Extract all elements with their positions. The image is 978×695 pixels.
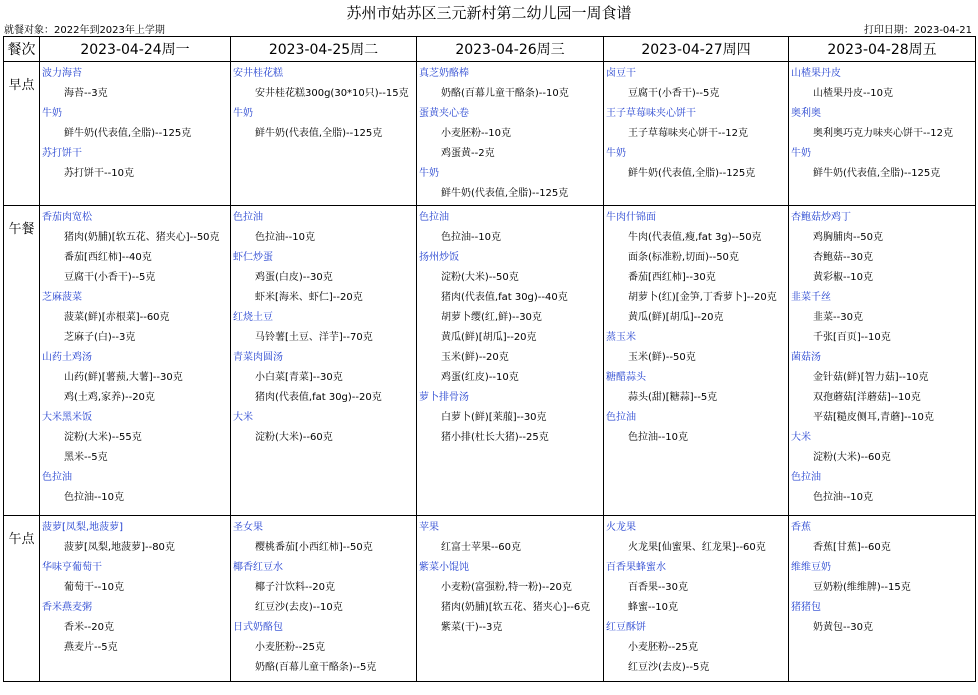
ingredient-line: 豆腐干(小香干)--5克 xyxy=(64,272,156,283)
ingredient-line: 香蕉[甘蕉]--60克 xyxy=(813,542,891,553)
menu-cell xyxy=(231,206,417,516)
ingredient-line: 百香果--30克 xyxy=(628,582,688,593)
ingredient-line: 奶黄包--30克 xyxy=(813,622,873,633)
day-header-thu: 2023-04-27周四 xyxy=(604,37,789,62)
dish-name: 奥利奥 xyxy=(791,108,821,119)
ingredient-line: 色拉油--10克 xyxy=(813,492,873,503)
dish-name: 牛肉什锦面 xyxy=(606,212,656,223)
ingredient-line: 小麦粉(富强粉,特一粉)--20克 xyxy=(441,582,572,593)
ingredient-line: 鸡蛋黄--2克 xyxy=(441,148,495,159)
menu-cell xyxy=(789,516,976,682)
ingredient-line: 鸡(土鸡,家养)--20克 xyxy=(64,392,155,403)
dish-name: 卤豆干 xyxy=(606,68,636,79)
meal-row xyxy=(4,206,976,516)
ingredient-line: 黄瓜(鲜)[胡瓜]--20克 xyxy=(441,332,537,343)
dish-name: 真芝奶酪棒 xyxy=(419,68,469,79)
dish-name: 椰香红豆水 xyxy=(233,562,283,573)
print-date: 打印日期：2023-04-21 xyxy=(863,25,972,36)
ingredient-line: 色拉油--10克 xyxy=(628,432,688,443)
dish-name: 安井桂花糕 xyxy=(233,68,283,79)
dish-name: 紫菜小馄饨 xyxy=(419,562,469,573)
ingredient-line: 淀粉(大米)--50克 xyxy=(441,272,519,283)
ingredient-line: 红豆沙(去皮)--10克 xyxy=(255,602,343,613)
ingredient-line: 杏鲍菇--30克 xyxy=(813,252,873,263)
ingredient-line: 椰子汁饮料--20克 xyxy=(255,582,335,593)
dish-name: 山楂果丹皮 xyxy=(791,68,841,79)
dish-name: 苏打饼干 xyxy=(42,148,82,159)
dish-name: 杏鲍菇炒鸡丁 xyxy=(791,212,851,223)
dish-name: 王子草莓味夹心饼干 xyxy=(606,108,696,119)
dish-name: 大米 xyxy=(791,432,811,443)
ingredient-line: 平菇[糙皮侧耳,青蘑]--10克 xyxy=(813,412,934,423)
dish-name: 色拉油 xyxy=(419,212,449,223)
ingredient-line: 鸡蛋(白皮)--30克 xyxy=(255,272,333,283)
dish-name: 波力海苔 xyxy=(42,68,82,79)
ingredient-line: 红豆沙(去皮)--5克 xyxy=(628,662,710,673)
ingredient-line: 奶酪(百幕儿童干酪条)--10克 xyxy=(441,88,569,99)
ingredient-line: 千张[百页]--10克 xyxy=(813,332,891,343)
ingredient-line: 山楂果丹皮--10克 xyxy=(813,88,893,99)
dish-name: 火龙果 xyxy=(606,522,636,533)
ingredient-line: 黑米--5克 xyxy=(64,452,108,463)
day-header-wed: 2023-04-26周三 xyxy=(417,37,604,62)
ingredient-line: 蒜头(甜)[糖蒜]--5克 xyxy=(628,392,718,403)
day-header-tue: 2023-04-25周二 xyxy=(231,37,417,62)
ingredient-line: 虾米[海米、虾仁]--20克 xyxy=(255,292,363,303)
ingredient-line: 鲜牛奶(代表值,全脂)--125克 xyxy=(813,168,941,179)
dish-name: 虾仁炒蛋 xyxy=(233,252,273,263)
menu-cell xyxy=(417,206,604,516)
ingredient-line: 紫菜(干)--3克 xyxy=(441,622,503,633)
ingredient-line: 豆奶粉(维维牌)--15克 xyxy=(813,582,911,593)
ingredient-line: 淀粉(大米)--60克 xyxy=(813,452,891,463)
dish-name: 猪猪包 xyxy=(791,602,821,613)
ingredient-line: 豆腐干(小香干)--5克 xyxy=(628,88,720,99)
header-row xyxy=(4,37,976,62)
ingredient-line: 马铃薯[土豆、洋芋]--70克 xyxy=(255,332,373,343)
ingredient-line: 鲜牛奶(代表值,全脂)--125克 xyxy=(255,128,383,139)
meal-label: 早点 xyxy=(4,62,40,206)
ingredient-line: 鸡蛋(红皮)--10克 xyxy=(441,372,519,383)
dish-name: 扬州炒饭 xyxy=(419,252,459,263)
dish-name: 香茄肉宽松 xyxy=(42,212,92,223)
dish-name: 苹果 xyxy=(419,522,439,533)
dish-name: 青菜肉圆汤 xyxy=(233,352,283,363)
ingredient-line: 色拉油--10克 xyxy=(441,232,501,243)
meal-row xyxy=(4,62,976,206)
dish-name: 菌菇汤 xyxy=(791,352,821,363)
ingredient-line: 小白菜[青菜]--30克 xyxy=(255,372,343,383)
ingredient-line: 面条(标准粉,切面)--50克 xyxy=(628,252,739,263)
ingredient-line: 玉米(鲜)--50克 xyxy=(628,352,696,363)
ingredient-line: 红富士苹果--60克 xyxy=(441,542,521,553)
dish-name: 香米燕麦粥 xyxy=(42,602,92,613)
ingredient-line: 小麦胚粉--10克 xyxy=(441,128,511,139)
dish-name: 菠萝[凤梨,地菠萝] xyxy=(42,522,123,533)
dish-name: 日式奶酪包 xyxy=(233,622,283,633)
ingredient-line: 鲜牛奶(代表值,全脂)--125克 xyxy=(64,128,192,139)
page-title: 苏州市姑苏区三元新村第二幼儿园一周食谱 xyxy=(346,4,632,22)
menu-cell xyxy=(231,516,417,682)
dish-name: 红烧土豆 xyxy=(233,312,273,323)
menu-cell xyxy=(789,62,976,206)
meal-label: 午餐 xyxy=(4,206,40,516)
ingredient-line: 安井桂花糕300g(30*10只)--15克 xyxy=(255,88,409,99)
dish-name: 牛奶 xyxy=(233,108,253,119)
ingredient-line: 金针菇(鲜)[智力菇]--10克 xyxy=(813,372,929,383)
ingredient-line: 鲜牛奶(代表值,全脂)--125克 xyxy=(628,168,756,179)
dish-name: 维维豆奶 xyxy=(791,562,831,573)
dish-name: 牛奶 xyxy=(419,168,439,179)
dish-name: 华味亨葡萄干 xyxy=(42,562,102,573)
ingredient-line: 胡萝卜缨(红,鲜)--30克 xyxy=(441,312,542,323)
dish-name: 牛奶 xyxy=(42,108,62,119)
dish-name: 牛奶 xyxy=(606,148,626,159)
ingredient-line: 色拉油--10克 xyxy=(255,232,315,243)
ingredient-line: 火龙果[仙蜜果、红龙果]--60克 xyxy=(628,542,766,553)
dish-name: 山药土鸡汤 xyxy=(42,352,92,363)
menu-cell xyxy=(604,516,789,682)
ingredient-line: 色拉油--10克 xyxy=(64,492,124,503)
day-header-mon: 2023-04-24周一 xyxy=(40,37,231,62)
ingredient-line: 白萝卜(鲜)[莱菔]--30克 xyxy=(441,412,547,423)
ingredient-line: 韭菜--30克 xyxy=(813,312,863,323)
ingredient-line: 番茄[西红柿]--30克 xyxy=(628,272,716,283)
dish-name: 糖醋蒜头 xyxy=(606,372,646,383)
menu-cell xyxy=(417,516,604,682)
ingredient-line: 鲜牛奶(代表值,全脂)--125克 xyxy=(441,188,569,199)
audience-label: 就餐对象：2022年到2023年上学期 xyxy=(4,25,165,36)
ingredient-line: 番茄[西红柿]--40克 xyxy=(64,252,152,263)
corner-header: 餐次 xyxy=(4,37,40,62)
ingredient-line: 香米--20克 xyxy=(64,622,114,633)
ingredient-line: 菠菜(鲜)[赤根菜]--60克 xyxy=(64,312,170,323)
ingredient-line: 黄彩椒--10克 xyxy=(813,272,873,283)
dish-name: 红豆酥饼 xyxy=(606,622,646,633)
ingredient-line: 猪肉(代表值,fat 30g)--40克 xyxy=(441,292,568,303)
ingredient-line: 菠萝[凤梨,地菠萝]--80克 xyxy=(64,542,175,553)
dish-name: 百香果蜂蜜水 xyxy=(606,562,666,573)
ingredient-line: 淀粉(大米)--60克 xyxy=(255,432,333,443)
ingredient-line: 猪肉(代表值,fat 30g)--20克 xyxy=(255,392,382,403)
dish-name: 蛋黄夹心卷 xyxy=(419,108,469,119)
ingredient-line: 樱桃番茄[小西红柿]--50克 xyxy=(255,542,373,553)
menu-cell xyxy=(604,206,789,516)
dish-name: 色拉油 xyxy=(791,472,821,483)
dish-name: 色拉油 xyxy=(42,472,72,483)
ingredient-line: 猪肉(奶脯)[软五花、猪夹心]--6克 xyxy=(441,602,591,613)
ingredient-line: 葡萄干--10克 xyxy=(64,582,124,593)
menu-cell xyxy=(604,62,789,206)
dish-name: 圣女果 xyxy=(233,522,263,533)
menu-cell xyxy=(231,62,417,206)
ingredient-line: 小麦胚粉--25克 xyxy=(628,642,698,653)
ingredient-line: 芝麻子(白)--3克 xyxy=(64,332,136,343)
dish-name: 萝卜排骨汤 xyxy=(419,392,469,403)
ingredient-line: 奶酪(百幕儿童干酪条)--5克 xyxy=(255,662,377,673)
ingredient-line: 胡萝卜(红)[金笋,丁香萝卜]--20克 xyxy=(628,292,777,303)
ingredient-line: 淀粉(大米)--55克 xyxy=(64,432,142,443)
ingredient-line: 黄瓜(鲜)[胡瓜]--20克 xyxy=(628,312,724,323)
dish-name: 芝麻菠菜 xyxy=(42,292,82,303)
menu-cell xyxy=(789,206,976,516)
ingredient-line: 王子草莓味夹心饼干--12克 xyxy=(628,128,748,139)
ingredient-line: 鸡胸脯肉--50克 xyxy=(813,232,883,243)
ingredient-line: 燕麦片--5克 xyxy=(64,642,118,653)
dish-name: 色拉油 xyxy=(606,412,636,423)
ingredient-line: 苏打饼干--10克 xyxy=(64,168,134,179)
ingredient-line: 小麦胚粉--25克 xyxy=(255,642,325,653)
day-header-fri: 2023-04-28周五 xyxy=(789,37,976,62)
ingredient-line: 猪肉(奶脯)[软五花、猪夹心]--50克 xyxy=(64,232,220,243)
ingredient-line: 山药(鲜)[薯蓣,大薯]--30克 xyxy=(64,372,183,383)
menu-cell xyxy=(40,516,231,682)
dish-name: 香蕉 xyxy=(791,522,811,533)
meal-row xyxy=(4,516,976,682)
meal-label: 午点 xyxy=(4,516,40,682)
dish-name: 色拉油 xyxy=(233,212,263,223)
dish-name: 大米黑米饭 xyxy=(42,412,92,423)
ingredient-line: 双孢蘑菇[洋蘑菇]--10克 xyxy=(813,392,921,403)
menu-cell xyxy=(40,62,231,206)
ingredient-line: 牛肉(代表值,瘦,fat 3g)--50克 xyxy=(628,232,762,243)
ingredient-line: 海苔--3克 xyxy=(64,88,108,99)
dish-name: 蒸玉米 xyxy=(606,332,636,343)
menu-cell xyxy=(417,62,604,206)
menu-cell xyxy=(40,206,231,516)
ingredient-line: 玉米(鲜)--20克 xyxy=(441,352,509,363)
ingredient-line: 蜂蜜--10克 xyxy=(628,602,678,613)
dish-name: 牛奶 xyxy=(791,148,811,159)
dish-name: 韭菜千丝 xyxy=(791,292,831,303)
dish-name: 大米 xyxy=(233,412,253,423)
ingredient-line: 奥利奥巧克力味夹心饼干--12克 xyxy=(813,128,953,139)
ingredient-line: 猪小排(杜长大猪)--25克 xyxy=(441,432,549,443)
menu-table xyxy=(3,36,976,682)
